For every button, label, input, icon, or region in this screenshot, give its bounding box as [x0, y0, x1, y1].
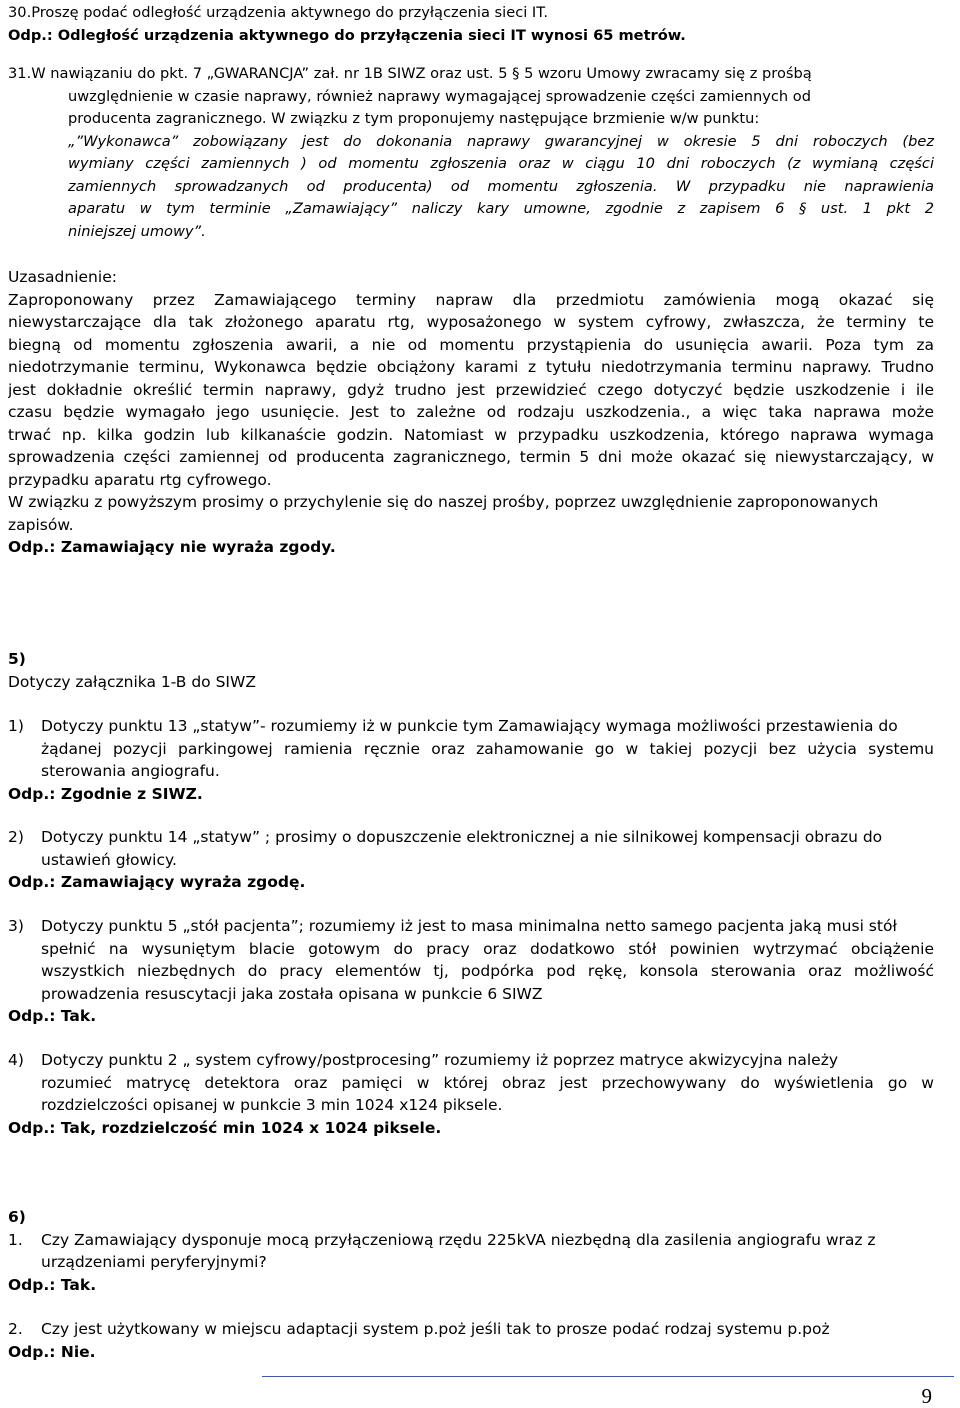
item-answer: Odp.: Zgodnie z SIWZ. [8, 784, 203, 803]
item-text: urządzeniami peryferyjnymi? [41, 1253, 267, 1271]
item-text: sterowania angiografu. [41, 762, 220, 780]
justification-line: trwać np. kilka godzin lub kilkanaście godzin. Natomiast w przypadku uszkodzenia, którego naprawa wymaga [8, 425, 934, 444]
item-number: 2) [8, 828, 24, 846]
request-line: W związku z powyższym prosimy o przychylenie się do naszej prośby, poprzez uwzględnienie zaproponowanych [8, 493, 879, 511]
item-number: 4) [8, 1051, 24, 1069]
justification [8, 266, 934, 559]
item-text: Czy jest użytkowany w miejscu adaptacji system p.poż jeśli tak to prosze podać rodzaj systemu p.poż [41, 1320, 830, 1338]
page-number: 9 [921, 1384, 932, 1408]
question-30-text: 30.Proszę podać odległość urządzenia aktywnego do przyłączenia sieci IT. [8, 4, 549, 21]
item-answer: Odp.: Tak. [8, 1275, 97, 1294]
question-31 [8, 63, 934, 243]
question-30 [8, 2, 934, 47]
justification-heading: Uzasadnienie: [8, 268, 117, 286]
item-number: 1) [8, 717, 24, 735]
item-text: rozdzielczości opisanej w punkcie 3 min 1024 x124 piksele. [41, 1096, 503, 1114]
question-31-line-2: uwzględnienie w czasie naprawy, również naprawy wymagającej sprowadzenie części zamiennych od [68, 87, 811, 105]
justification-line: jest dokładnie określić termin naprawy, gdyż trudno jest przewidzieć czego dotyczyć będzie uszkodzenie i ile [8, 380, 934, 399]
proposed-wording-line: aparatu w tym terminie „Zamawiający” naliczy kary umowne, zgodnie z zapisem 6 § ust. 1 pkt 2 [68, 200, 934, 217]
proposed-wording-line: niniejszej umowy”. [68, 222, 206, 240]
item-text: Dotyczy punktu 13 „statyw”- rozumiemy iż w punkcie tym Zamawiający wymaga możliwości przestawienia do [41, 717, 898, 735]
item-text: ustawień głowicy. [41, 850, 177, 869]
item-text: spełnić na wysuniętym blacie gotowym do pracy oraz dodatkowo stół powinien wytrzymać obciążenie [41, 939, 934, 958]
item-answer: Odp.: Tak, rozdzielczość min 1024 x 1024 piksele. [8, 1118, 442, 1137]
item-number: 1. [8, 1230, 23, 1249]
footer-rule [262, 1376, 954, 1377]
justification-line: czasu będzie wymagało jego usunięcie. Jest to zależne od rodzaju uszkodzenia., a więc taka naprawa może [8, 403, 934, 421]
section-5-item-4 [8, 1049, 934, 1139]
item-text: Dotyczy punktu 5 „stół pacjenta”; rozumiemy iż jest to masa minimalna netto samego pacjenta jaką musi stół [41, 917, 897, 935]
justification-line: niedotrzymanie terminu, Wykonawca będzie obciążony karami z tytułu niedotrzymania terminu naprawy. Trudno [8, 358, 934, 376]
justification-line: sprowadzenia części zamiennej od producenta zagranicznego, termin 5 dni może okazać się niewystarczający, w [8, 448, 934, 466]
section-5-heading: 5) [8, 650, 26, 668]
section-5-item-2 [8, 826, 934, 894]
item-text: żądanej pozycji parkingowej ramienia ręcznie oraz zahamowanie go w takiej pozycji bez użycia systemu [41, 739, 934, 758]
item-answer: Odp.: Zamawiający wyraża zgodę. [8, 873, 306, 891]
request-line: zapisów. [8, 515, 74, 534]
item-number: 2. [8, 1320, 23, 1338]
item-answer: Odp.: Nie. [8, 1342, 96, 1361]
item-answer: Odp.: Tak. [8, 1007, 97, 1025]
item-text: Czy Zamawiający dysponuje mocą przyłączeniową rzędu 225kVA niezbędną dla zasilenia angiografu wraz z [41, 1230, 876, 1249]
section-5-item-1 [8, 715, 934, 805]
item-text: Dotyczy punktu 2 „ system cyfrowy/postprocesing” rozumiemy iż poprzez matryce akwizycyjna należy [41, 1051, 839, 1069]
section-5 [8, 648, 934, 693]
justification-line: niewystarczające dla tak złożonego aparatu rtg, wyposażonego w system cyfrowy, zwłaszcza, że terminy te [8, 313, 934, 331]
justification-line: biegną od momentu zgłoszenia awarii, a nie od momentu przystąpienia do usunięcia awarii. Poza tym za [8, 335, 934, 354]
proposed-wording-line: „”Wykonawca” zobowiązany jest do dokonania naprawy gwarancyjnej w okresie 5 dni roboczych (bez [68, 132, 934, 150]
question-31-line-1: 31.W nawiązaniu do pkt. 7 „GWARANCJA” zał. nr 1B SIWZ oraz ust. 5 § 5 wzoru Umowy zwracamy się z prośbą [8, 65, 812, 82]
proposed-wording [8, 131, 934, 244]
section-5-item-3 [8, 915, 934, 1028]
section-5-subheading: Dotyczy załącznika 1-B do SIWZ [8, 672, 256, 691]
item-number: 3) [8, 917, 24, 935]
proposed-wording-line: wymiany części zamiennych ) od momentu zgłoszenia oraz w ciągu 10 dni roboczych (z wymianą części [68, 155, 934, 172]
section-6 [8, 1206, 934, 1296]
item-text: rozumieć matrycę detektora oraz pamięci w której obraz jest przechowywany do wyświetlenia go w [41, 1073, 934, 1092]
proposed-wording-line: zamiennych sprowadzanych od producenta) od momentu zgłoszenia. W przypadku nie naprawienia [68, 177, 934, 195]
question-30-answer: Odp.: Odległość urządzenia aktywnego do przyłączenia sieci IT wynosi 65 metrów. [8, 26, 686, 44]
justification-line: przypadku aparatu rtg cyfrowego. [8, 470, 272, 489]
question-31-line-3: producenta zagranicznego. W związku z tym proponujemy następujące brzmienie w/w punktu: [68, 110, 760, 127]
item-text: prowadzenia resuscytacji jaka została opisana w punkcie 6 SIWZ [41, 984, 543, 1003]
question-31-answer: Odp.: Zamawiający nie wyraża zgody. [8, 538, 336, 556]
item-text: wszystkich niezbędnych do pracy elementów tj, podpórka pod rękę, konsola sterowania oraz możliwość [41, 962, 934, 980]
justification-line: Zaproponowany przez Zamawiającego terminy napraw dla przedmiotu zamówienia mogą okazać się [8, 290, 934, 309]
section-6-heading: 6) [8, 1208, 26, 1226]
item-text: Dotyczy punktu 14 „statyw” ; prosimy o dopuszczenie elektronicznej a nie silnikowej kompensacji obrazu do [41, 828, 883, 846]
section-6-item-2 [8, 1318, 934, 1363]
